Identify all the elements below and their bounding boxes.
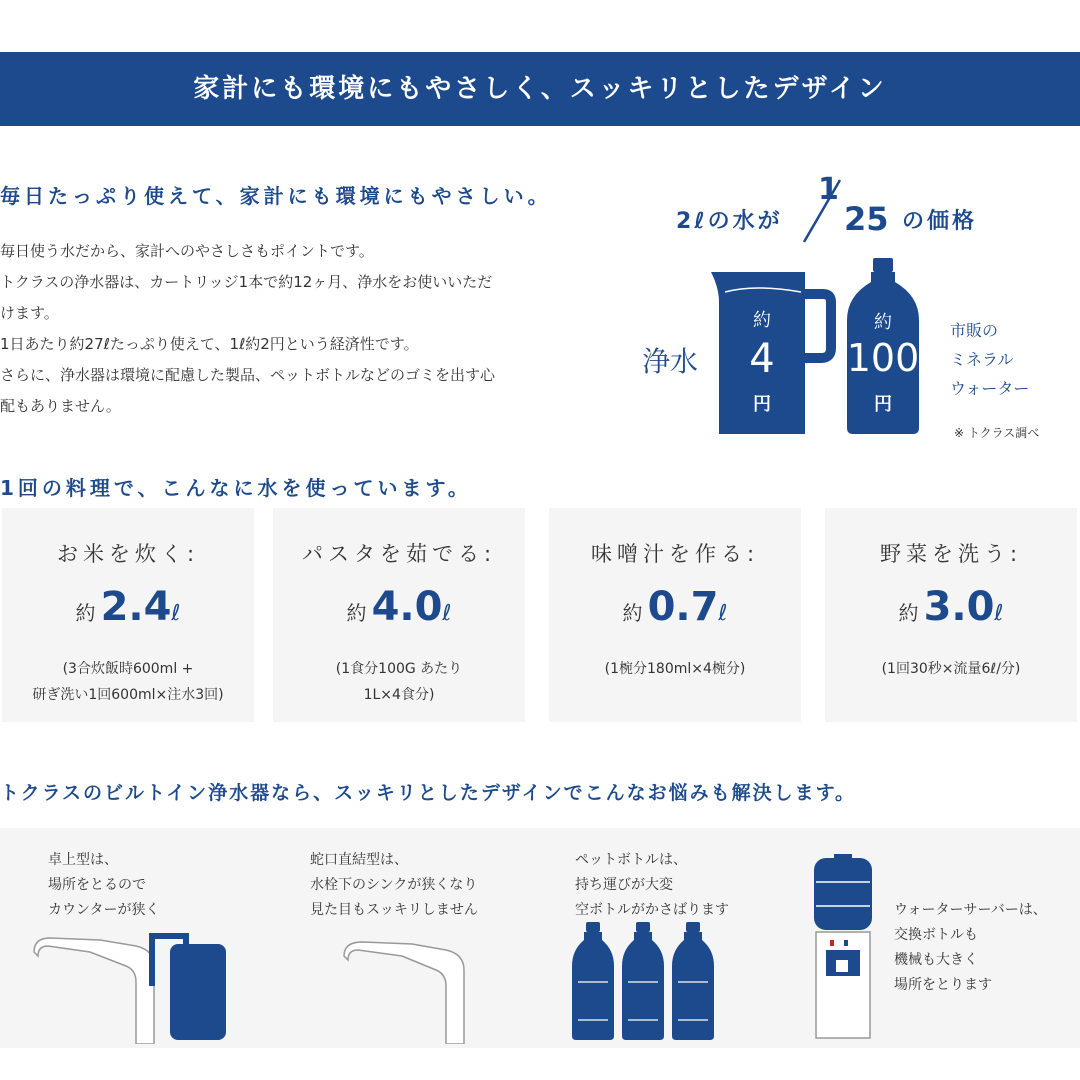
pitcher-price-value: 4 — [749, 336, 775, 382]
body-line: さらに、浄水器は環境に配慮した製品、ペットボトルなどのゴミを出す心 — [0, 366, 496, 384]
card-note-line: 1L×4食分) — [363, 687, 435, 703]
problem-line: 空ボトルがかさばります — [575, 902, 729, 918]
fraction-slash-icon — [800, 178, 844, 244]
card-note-line: (3合炊飯時600ml + — [62, 661, 194, 677]
problem-line: 卓上型は、 — [48, 852, 118, 868]
problem-line: 水栓下のシンクが狭くなり — [310, 877, 478, 893]
pitcher-yaku: 約 — [753, 310, 771, 331]
price-prefix: 2ℓの水が — [676, 209, 783, 234]
problem-line: カウンターが狭く — [48, 902, 160, 918]
card-value-prefix: 約 — [346, 601, 367, 625]
price-fraction-numerator: 1 — [818, 172, 839, 207]
bottle-yaku: 約 — [874, 312, 892, 333]
pitcher-price-unit: 円 — [753, 394, 771, 415]
faucet-icon — [340, 926, 470, 1044]
card-value-number: 2.4 — [100, 584, 172, 630]
card-note — [549, 656, 801, 682]
card-note-line: (1食分100G あたり — [335, 661, 463, 677]
card-value-prefix: 約 — [75, 601, 96, 625]
usage-card-pasta — [273, 508, 525, 722]
card-value-prefix: 約 — [622, 601, 643, 625]
card-value-number: 0.7 — [647, 584, 719, 630]
body-line: 毎日使う水だから、家計へのやさしさもポイントです。 — [0, 242, 374, 260]
bottle-price-unit: 円 — [874, 394, 892, 415]
water-server-icon — [812, 854, 876, 1040]
problem-line: ウォーターサーバーは、 — [894, 902, 1047, 918]
usage-card-vegetables — [825, 508, 1077, 722]
mineral-line: 市販の — [950, 321, 999, 340]
card-note — [2, 656, 254, 708]
card-value-unit: ℓ — [994, 601, 1004, 626]
usage-card-miso — [549, 508, 801, 722]
body-line: トクラスの浄水器は、カートリッジ1本で約12ヶ月、浄水をお使いいただ — [0, 273, 493, 291]
filtered-water-label: 浄水 — [642, 345, 699, 378]
card-title: お米を炊く: — [56, 542, 200, 566]
problem-text-tabletop — [48, 848, 159, 923]
mineral-line: ウォーター — [950, 379, 1030, 398]
section1-body — [0, 236, 495, 422]
problem-text-pet-bottle — [575, 848, 729, 923]
price-suffix: の価格 — [902, 209, 978, 234]
pet-bottle-icon — [572, 920, 720, 1040]
problem-line: 見た目もスッキリしません — [310, 902, 478, 918]
body-line: 1日あたり約27ℓたっぷり使えて、1ℓ約2円という経済性です。 — [0, 335, 419, 353]
problem-line: 機械も大きく — [894, 952, 978, 968]
card-note-line: (1椀分180ml×4椀分) — [604, 661, 746, 677]
problem-text-water-server — [894, 898, 1047, 998]
problem-line: 持ち運びが大変 — [575, 877, 673, 893]
card-value-unit: ℓ — [442, 601, 452, 626]
problem-line: 場所をとるので — [48, 877, 146, 893]
bottle-price-value: 100 — [846, 336, 920, 380]
card-value-number: 3.0 — [923, 584, 995, 630]
problem-line: ペットボトルは、 — [575, 852, 687, 868]
body-line: 配もありません。 — [0, 397, 121, 415]
problem-line: 交換ボトルも — [894, 927, 978, 943]
problem-text-faucet — [310, 848, 478, 923]
section3-heading: トクラスのビルトイン浄水器なら、スッキリとしたデザインでこんなお悩みも解決します。 — [0, 782, 857, 804]
card-value-unit: ℓ — [171, 601, 181, 626]
mineral-water-label — [950, 316, 1029, 403]
card-title: 味噌汁を作る: — [590, 542, 760, 566]
source-note: ※ トクラス調べ — [954, 426, 1040, 440]
section1-heading: 毎日たっぷり使えて、家計にも環境にもやさしい。 — [0, 184, 552, 208]
card-note-line: (1回30秒×流量6ℓ/分) — [881, 661, 1021, 677]
card-value — [549, 584, 801, 630]
card-value-unit: ℓ — [718, 601, 728, 626]
card-value — [825, 584, 1077, 630]
tabletop-filter-icon — [30, 926, 236, 1044]
body-line: けます。 — [0, 304, 59, 322]
card-note — [825, 656, 1077, 682]
card-value-number: 4.0 — [371, 584, 443, 630]
price-fraction-denominator: 25 — [844, 200, 889, 238]
problem-line: 蛇口直結型は、 — [310, 852, 408, 868]
card-title: 野菜を洗う: — [879, 542, 1023, 566]
banner-title: 家計にも環境にもやさしく、スッキリとしたデザイン — [193, 74, 887, 104]
card-value — [273, 584, 525, 630]
section2-heading: 1回の料理で、こんなに水を使っています。 — [0, 476, 472, 500]
mineral-line: ミネラル — [950, 350, 1014, 369]
card-note — [273, 656, 525, 708]
usage-card-rice — [2, 508, 254, 722]
card-title: パスタを茹でる: — [301, 542, 497, 566]
card-note-line: 研ぎ洗い1回600ml×注水3回) — [32, 687, 224, 703]
card-value — [2, 584, 254, 630]
card-value-prefix: 約 — [898, 601, 919, 625]
problem-line: 場所をとります — [894, 977, 992, 993]
